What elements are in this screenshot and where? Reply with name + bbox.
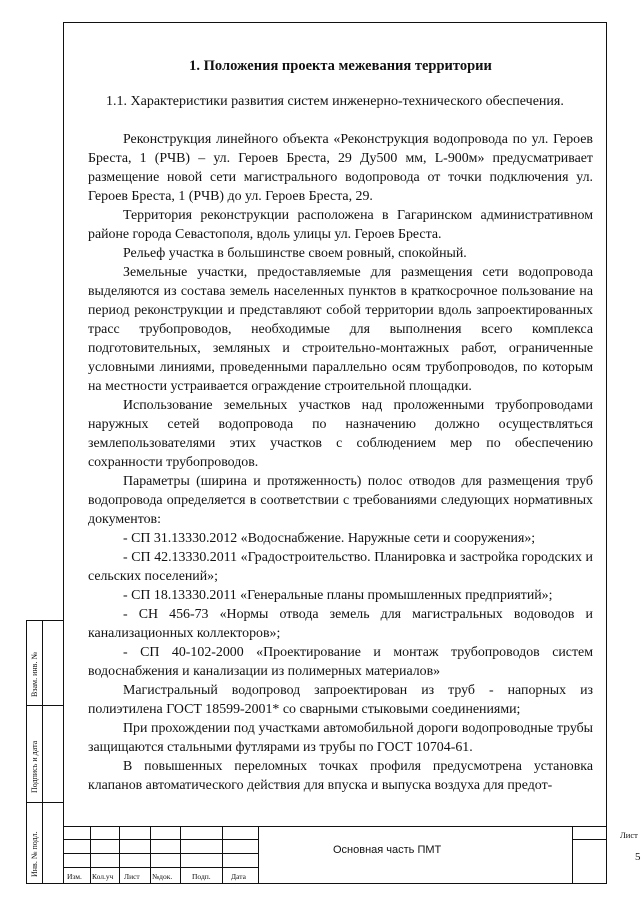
- document-body: [88, 56, 593, 795]
- stamp-col-line: [119, 827, 120, 884]
- paragraph: Рельеф участка в большинстве своем ровный, спокойный.: [123, 246, 467, 261]
- paragraph: При прохождении под участками автомобильной дороги водопроводные трубы защищаются стальными футлярами из трубы по ГОСТ 10704-61.: [88, 721, 593, 755]
- paragraph: В повышенных переломных точках профиля предусмотрена установка клапанов автоматического действия для впуска и выпуска воздуха для предот-: [88, 759, 593, 793]
- stamp-col-line: [222, 827, 223, 884]
- document-title: Основная часть ПМТ: [333, 844, 442, 856]
- subsection-heading: 1.1. Характеристики развития систем инженерно-технического обеспечения.: [106, 94, 564, 109]
- sheet-number: 5: [635, 851, 641, 863]
- side-label-replacement: Взам. инв. №: [30, 651, 39, 697]
- stamp-row-line: [63, 839, 258, 840]
- stamp-row-line: [63, 853, 258, 854]
- list-item: - СП 31.13330.2012 «Водоснабжение. Наружные сети и сооружения»;: [123, 531, 536, 546]
- paragraph: Магистральный водопровод запроектирован из труб - напорных из полиэтилена ГОСТ 18599-2001* со сварными стыковыми соединениями;: [88, 683, 593, 717]
- sheet-label: Лист: [620, 830, 638, 840]
- stamp-label-sheet: Лист: [124, 872, 140, 881]
- side-stamp: [26, 620, 63, 884]
- stamp-label-date: Дата: [231, 872, 246, 881]
- paragraph: Реконструкция линейного объекта «Реконструкция водопровода по ул. Героев Бреста, 1 (РЧВ) – ул. Героев Бреста, 29 Ду500 мм, L-900м» предусматривает размещение новой сети магистрального водопровода от точки подключения ул. Героев Бреста, 1 (РЧВ) до ул. Героев Бреста, 29.: [88, 132, 593, 204]
- paragraph: Территория реконструкции расположена в Гагаринском административном районе города Севастополя, вдоль улицы ул. Героев Бреста.: [88, 208, 593, 242]
- stamp-label-signature: Подп.: [192, 872, 211, 881]
- section-heading: 1. Положения проекта межевания территории: [189, 58, 492, 74]
- side-label-signature: Подпись и дата: [30, 740, 39, 793]
- stamp-label-change: Изм.: [67, 872, 82, 881]
- stamp-label-docnum: №док.: [152, 872, 173, 881]
- paragraph: Использование земельных участков над проложенными трубопроводами наружных сетей водопровода по назначению должно осуществляться землепользователями этих участков с соблюдением мер по обеспечению сохранности трубопроводов.: [88, 398, 593, 470]
- side-label-inventory: Инв. № подл.: [30, 831, 39, 877]
- stamp-row-line: [63, 867, 258, 868]
- stamp-col-line: [150, 827, 151, 884]
- stamp-col-line: [90, 827, 91, 884]
- stamp-row-line: [572, 839, 607, 840]
- list-item: - СП 18.13330.2011 «Генеральные планы промышленных предприятий»;: [123, 588, 553, 603]
- paragraph: Земельные участки, предоставляемые для размещения сети водопровода выделяются из состава земель населенных пунктов в краткосрочное пользование на период реконструкции и представляют собой территории вдоль запроектированных трасс трубопроводов, необходимые для выполнения всего комплекса подготовительных, земляных и строительно-монтажных работ, ограниченные условными линиями, проведенными параллельно осям трубопроводов, по которым на местности устраивается ограждение строительной площадки.: [88, 265, 593, 394]
- list-item: - СН 456-73 «Нормы отвода земель для магистральных водоводов и канализационных коллекторов»;: [88, 607, 593, 641]
- stamp-col-line: [180, 827, 181, 884]
- list-item: - СП 42.13330.2011 «Градостроительство. Планировка и застройка городских и сельских поселений»;: [88, 550, 593, 584]
- stamp-label-count: Кол.уч: [92, 872, 114, 881]
- list-item: - СП 40-102-2000 «Проектирование и монтаж трубопроводов систем водоснабжения и канализации из полимерных материалов»: [88, 645, 593, 679]
- stamp-col-line: [572, 827, 573, 884]
- title-block: [63, 826, 641, 884]
- paragraph: Параметры (ширина и протяженность) полос отводов для размещения труб водопровода определяется в соответствии с требованиями следующих нормативных документов:: [88, 474, 593, 527]
- stamp-col-line: [258, 827, 259, 884]
